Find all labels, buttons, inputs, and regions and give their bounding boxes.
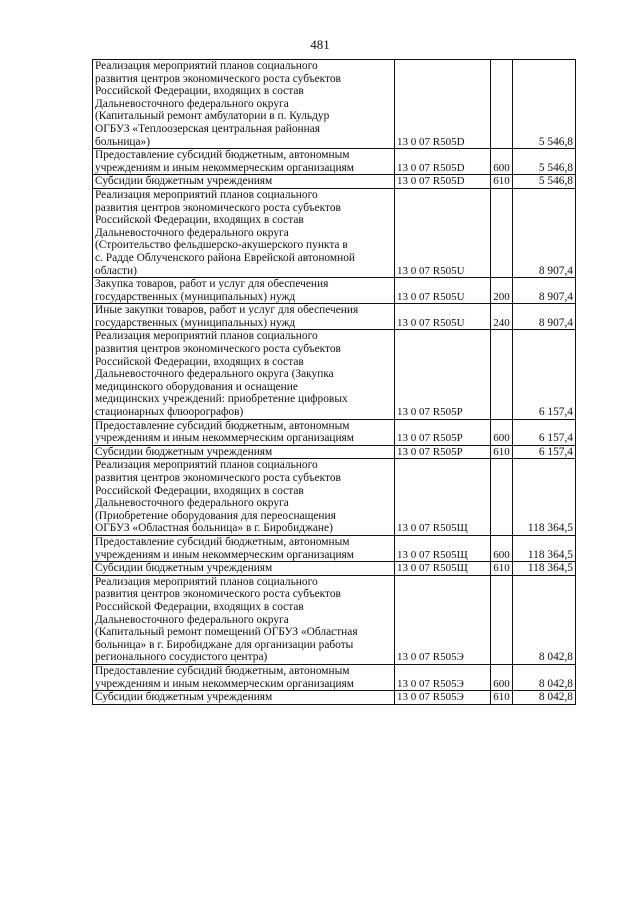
target-code-cell: 13 0 07 R505Щ — [395, 459, 491, 536]
expense-type-cell — [491, 330, 513, 419]
expense-name-line: (Капитальный ремонт помещений ОГБУЗ «Областная — [95, 626, 358, 639]
table-row — [93, 419, 576, 445]
expense-name-line: развития центров экономического роста субъектов — [95, 588, 341, 601]
target-code-cell: 13 0 07 R505Щ — [395, 562, 491, 576]
expense-type-cell — [491, 60, 513, 149]
table-row — [93, 278, 576, 304]
amount-cell: 8 907,4 — [513, 304, 576, 330]
expense-name-line: регионального сосудистого центра) — [95, 651, 268, 664]
expense-name-cell — [93, 149, 395, 175]
target-code-cell: 13 0 07 R505D — [395, 149, 491, 175]
amount-cell: 8 907,4 — [513, 278, 576, 304]
amount-cell: 6 157,4 — [513, 330, 576, 419]
expense-name-cell — [93, 691, 395, 705]
expense-name-line: медицинских учреждений: приобретение цифровых — [95, 393, 348, 406]
budget-table — [92, 59, 576, 705]
expense-name-line: развития центров экономического роста субъектов — [95, 72, 341, 85]
expense-name-line: Дальневосточного федерального округа — [95, 497, 289, 510]
expense-name-line: Предоставление субсидий бюджетным, автономным — [95, 664, 350, 677]
expense-name-cell — [93, 575, 395, 664]
expense-name-line: Реализация мероприятий планов социального — [95, 188, 318, 201]
expense-name-cell — [93, 664, 395, 690]
expense-type-cell: 240 — [491, 304, 513, 330]
expense-name-line: (Строительство фельдшерско-акушерского пункта в — [95, 239, 348, 252]
expense-type-cell: 600 — [491, 535, 513, 561]
target-code-cell: 13 0 07 R505Э — [395, 691, 491, 705]
expense-name-line: развития центров экономического роста субъектов — [95, 343, 341, 356]
page-number: 481 — [310, 37, 330, 52]
target-code-cell: 13 0 07 R505P — [395, 419, 491, 445]
target-code-cell: 13 0 07 R505U — [395, 304, 491, 330]
expense-name-line: государственных (муниципальных) нужд — [95, 316, 296, 329]
expense-type-cell: 610 — [491, 175, 513, 189]
amount-cell: 8 042,8 — [513, 691, 576, 705]
target-code-cell: 13 0 07 R505Э — [395, 664, 491, 690]
budget-table-body — [93, 60, 576, 705]
expense-name-line: учреждениям и иным некоммерческим организациям — [95, 677, 355, 690]
expense-type-cell: 200 — [491, 278, 513, 304]
expense-name-line: учреждениям и иным некоммерческим организациям — [95, 432, 355, 445]
table-row — [93, 149, 576, 175]
expense-name-line: медицинского оборудования и оснащение — [95, 380, 298, 393]
expense-type-cell: 600 — [491, 419, 513, 445]
target-code-cell: 13 0 07 R505U — [395, 188, 491, 277]
expense-name-line: учреждениям и иным некоммерческим организациям — [95, 161, 355, 174]
expense-name-line: государственных (муниципальных) нужд — [95, 290, 296, 303]
expense-name-line: Российской Федерации, входящих в состав — [95, 600, 304, 613]
expense-name-line: Дальневосточного федерального округа — [95, 97, 289, 110]
target-code-cell: 13 0 07 R505P — [395, 445, 491, 459]
expense-name-line: (Капитальный ремонт амбулатории в п. Кульдур — [95, 110, 330, 123]
target-code-cell: 13 0 07 R505Э — [395, 575, 491, 664]
amount-cell: 8 042,8 — [513, 664, 576, 690]
target-code-cell: 13 0 07 R505D — [395, 175, 491, 189]
expense-type-cell: 610 — [491, 445, 513, 459]
amount-cell: 5 546,8 — [513, 149, 576, 175]
amount-cell: 118 364,5 — [513, 562, 576, 576]
table-row — [93, 664, 576, 690]
expense-name-line: Дальневосточного федерального округа — [95, 226, 289, 239]
expense-name-line: Российской Федерации, входящих в состав — [95, 484, 304, 497]
expense-name-line: развития центров экономического роста субъектов — [95, 472, 341, 484]
expense-name-cell — [93, 445, 395, 459]
expense-name-line: больница» в г. Биробиджане для организации работы — [95, 638, 354, 651]
expense-type-cell: 600 — [491, 664, 513, 690]
table-row — [93, 535, 576, 561]
expense-name-line: области) — [95, 264, 137, 277]
table-row — [93, 459, 576, 536]
expense-type-cell — [491, 188, 513, 277]
expense-type-cell — [491, 575, 513, 664]
expense-name-line: Предоставление субсидий бюджетным, автономным — [95, 149, 350, 162]
amount-cell: 5 546,8 — [513, 60, 576, 149]
expense-name-line: Закупка товаров, работ и услуг для обеспечения — [95, 278, 329, 291]
expense-name-line: Субсидии бюджетным учреждениям — [95, 175, 273, 188]
expense-name-line: Реализация мероприятий планов социального — [95, 60, 318, 72]
expense-name-line: Предоставление субсидий бюджетным, автономным — [95, 535, 350, 548]
expense-name-cell — [93, 535, 395, 561]
expense-type-cell: 600 — [491, 149, 513, 175]
expense-name-cell — [93, 419, 395, 445]
expense-name-cell — [93, 60, 395, 149]
expense-name-line: Дальневосточного федерального округа (Закупка — [95, 368, 334, 381]
expense-name-cell — [93, 175, 395, 189]
expense-name-line: Реализация мероприятий планов социального — [95, 575, 318, 588]
table-row — [93, 175, 576, 189]
table-row — [93, 304, 576, 330]
expense-name-line: Субсидии бюджетным учреждениям — [95, 691, 273, 704]
target-code-cell: 13 0 07 R505P — [395, 330, 491, 419]
expense-name-line: больница») — [95, 135, 151, 148]
expense-name-line: Российской Федерации, входящих в состав — [95, 214, 304, 227]
expense-type-cell: 610 — [491, 691, 513, 705]
table-row — [93, 691, 576, 705]
expense-name-line: Субсидии бюджетным учреждениям — [95, 562, 273, 575]
target-code-cell: 13 0 07 R505Щ — [395, 535, 491, 561]
target-code-cell: 13 0 07 R505U — [395, 278, 491, 304]
expense-name-cell — [93, 459, 395, 536]
expense-name-line: Субсидии бюджетным учреждениям — [95, 445, 273, 458]
expense-name-line: развития центров экономического роста субъектов — [95, 201, 341, 214]
table-row — [93, 330, 576, 419]
table-row — [93, 188, 576, 277]
table-row — [93, 562, 576, 576]
expense-type-cell — [491, 459, 513, 536]
expense-name-line: ОГБУЗ «Областная больница» в г. Биробиджане) — [95, 522, 333, 535]
table-row — [93, 60, 576, 149]
expense-name-line: стационарных флюорографов) — [95, 406, 244, 419]
expense-name-line: Российской Федерации, входящих в состав — [95, 85, 304, 98]
expense-name-line: учреждениям и иным некоммерческим организациям — [95, 548, 355, 561]
expense-name-line: ОГБУЗ «Теплоозерская центральная районная — [95, 122, 321, 135]
amount-cell: 6 157,4 — [513, 419, 576, 445]
expense-type-cell: 610 — [491, 562, 513, 576]
expense-name-cell — [93, 278, 395, 304]
amount-cell: 5 546,8 — [513, 175, 576, 189]
amount-cell: 8 042,8 — [513, 575, 576, 664]
expense-name-cell — [93, 330, 395, 419]
amount-cell: 118 364,5 — [513, 535, 576, 561]
expense-name-line: Дальневосточного федерального округа — [95, 613, 289, 626]
expense-name-line: с. Радде Облученского района Еврейской автономной — [95, 251, 355, 264]
target-code-cell: 13 0 07 R505D — [395, 60, 491, 149]
amount-cell: 6 157,4 — [513, 445, 576, 459]
expense-name-line: (Приобретение оборудования для переоснащения — [95, 509, 336, 522]
expense-name-line: Реализация мероприятий планов социального — [95, 330, 318, 343]
expense-name-cell — [93, 304, 395, 330]
table-row — [93, 445, 576, 459]
amount-cell: 8 907,4 — [513, 188, 576, 277]
expense-name-line: Предоставление субсидий бюджетным, автономным — [95, 419, 350, 432]
amount-cell: 118 364,5 — [513, 459, 576, 536]
expense-name-line: Реализация мероприятий планов социального — [95, 459, 318, 472]
expense-name-line: Российской Федерации, входящих в состав — [95, 355, 304, 368]
expense-name-cell — [93, 562, 395, 576]
expense-name-cell — [93, 188, 395, 277]
expense-name-line: Иные закупки товаров, работ и услуг для обеспечения — [95, 304, 359, 317]
table-row — [93, 575, 576, 664]
